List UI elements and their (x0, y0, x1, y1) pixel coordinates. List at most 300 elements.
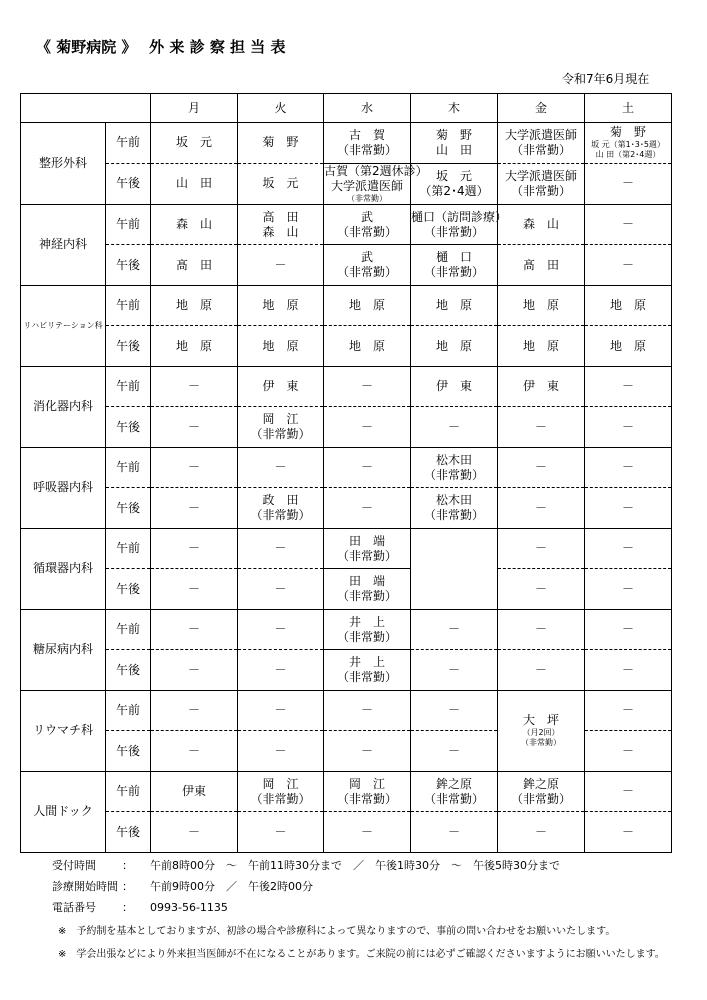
day-header: 金 (498, 94, 585, 123)
schedule-cell (324, 690, 411, 731)
schedule-cell (324, 569, 411, 610)
session-label: 午後 (106, 488, 151, 529)
schedule-cell (585, 690, 672, 731)
cell-line: 武 (360, 250, 373, 265)
reception-hours (52, 860, 560, 881)
schedule-cell (498, 528, 585, 569)
cell-line: － (360, 379, 373, 394)
session-label: 午後 (106, 731, 151, 772)
cell-line: 地 原 (522, 298, 559, 313)
schedule-cell (151, 609, 238, 650)
cell-line: （月2回） (522, 728, 560, 737)
cell-line: 田 端 (348, 574, 385, 589)
cell-line: 政 田 (262, 493, 299, 508)
schedule-cell (324, 488, 411, 529)
schedule-cell (238, 123, 324, 164)
schedule-cell (238, 731, 324, 772)
cell-line: （非常勤） (510, 791, 571, 806)
cell-line: （非常勤） (336, 791, 397, 806)
cell-line: － (447, 743, 460, 758)
schedule-cell (498, 245, 585, 286)
phone-label: 電話番号 (52, 901, 96, 914)
cell-line: 森 山 (175, 217, 212, 232)
cell-line: 大学派遣医師 (504, 168, 577, 183)
cell-line: － (187, 541, 200, 556)
cell-line: 田 端 (348, 533, 385, 548)
cell-line: － (274, 662, 287, 677)
cell-line: 山 田 (175, 176, 212, 191)
schedule-cell (411, 366, 498, 407)
schedule-cell (585, 163, 672, 204)
cell-line: （第2･4週） (419, 183, 489, 198)
schedule-cell (238, 812, 324, 853)
cell-line: － (621, 500, 634, 515)
schedule-cell (498, 285, 585, 326)
cell-line: （非常勤） (250, 427, 311, 442)
schedule-cell (585, 447, 672, 488)
cell-line: 地 原 (348, 298, 385, 313)
department-name: 人間ドック (21, 771, 106, 852)
cell-line: － (447, 662, 460, 677)
cell-line: － (621, 703, 634, 718)
cell-line: 菊 野 (262, 135, 299, 150)
corner-cell (21, 94, 151, 123)
schedule-table (20, 93, 672, 853)
cell-line: － (187, 622, 200, 637)
notes (58, 922, 665, 968)
schedule-row (21, 569, 672, 610)
schedule-row (21, 204, 672, 245)
schedule-cell (498, 366, 585, 407)
cell-line: （非常勤） (336, 224, 397, 239)
cell-line: 山 田 (435, 142, 472, 157)
cell-line: （非常勤） (336, 629, 397, 644)
schedule-cell (411, 650, 498, 691)
schedule-cell (498, 650, 585, 691)
schedule-row (21, 407, 672, 448)
schedule-cell (585, 528, 672, 569)
cell-line: － (621, 581, 634, 596)
cell-line: 菊 野 (609, 124, 646, 139)
schedule-cell (324, 812, 411, 853)
schedule-cell (411, 690, 498, 731)
cell-line: － (360, 419, 373, 434)
schedule-cell (585, 771, 672, 812)
schedule-cell (585, 366, 672, 407)
schedule-row (21, 447, 672, 488)
phone-info (52, 902, 560, 923)
cell-line: （非常勤） (510, 183, 571, 198)
cell-line: － (621, 784, 634, 799)
note-1: ※ 予約制を基本としておりますが、初診の場合や診療科によって異なりますので、事前の問い合わせをお願いいたします。 (58, 926, 616, 937)
cell-line: 山 田（第2･4週） (595, 150, 661, 160)
cell-line: 樋 口 (435, 250, 472, 265)
schedule-row (21, 812, 672, 853)
department-name: 消化器内科 (21, 366, 106, 447)
cell-line: 菊 野 (435, 127, 472, 142)
schedule-cell (498, 812, 585, 853)
schedule-cell (151, 326, 238, 367)
schedule-cell (238, 771, 324, 812)
schedule-cell (324, 528, 411, 569)
cell-line: － (447, 419, 460, 434)
cell-line: 古 賀 (348, 127, 385, 142)
schedule-row (21, 326, 672, 367)
cell-line: 地 原 (609, 338, 646, 353)
schedule-cell (238, 528, 324, 569)
schedule-cell (498, 447, 585, 488)
schedule-cell (498, 326, 585, 367)
schedule-cell (324, 407, 411, 448)
schedule-cell (238, 690, 324, 731)
schedule-cell (324, 245, 411, 286)
cell-line: 樋口（訪問診療） (411, 209, 508, 224)
cell-line: 森 山 (522, 217, 559, 232)
cell-line: － (534, 581, 547, 596)
cell-line: － (534, 500, 547, 515)
day-header: 土 (585, 94, 672, 123)
cell-line: 伊 東 (435, 379, 472, 394)
cell-line: － (274, 743, 287, 758)
cell-line: － (621, 176, 634, 191)
schedule-cell (238, 488, 324, 529)
schedule-cell (324, 609, 411, 650)
cell-line: － (187, 743, 200, 758)
day-header: 水 (324, 94, 411, 123)
schedule-row (21, 690, 672, 731)
cell-line: 鉾之原 (435, 776, 472, 791)
cell-line: 松木田 (435, 493, 472, 508)
session-label: 午後 (106, 245, 151, 286)
colon: ： (122, 859, 133, 872)
schedule-cell (498, 690, 585, 771)
cell-line: － (621, 824, 634, 839)
cell-line: 岡 江 (262, 412, 299, 427)
cell-line: 伊 東 (262, 379, 299, 394)
schedule-row (21, 366, 672, 407)
schedule-cell (585, 285, 672, 326)
cell-line: 鉾之原 (522, 776, 559, 791)
schedule-cell (324, 123, 411, 164)
schedule-cell (324, 204, 411, 245)
cell-line: － (621, 460, 634, 475)
session-label: 午後 (106, 569, 151, 610)
schedule-cell (411, 488, 498, 529)
schedule-cell (151, 447, 238, 488)
cell-line: 地 原 (348, 338, 385, 353)
cell-line: － (187, 379, 200, 394)
schedule-cell (324, 650, 411, 691)
schedule-cell (498, 163, 585, 204)
session-label: 午前 (106, 690, 151, 731)
schedule-cell (411, 123, 498, 164)
session-label: 午後 (106, 326, 151, 367)
schedule-cell (151, 407, 238, 448)
schedule-cell (238, 650, 324, 691)
cell-line: 大学派遣医師 (504, 127, 577, 142)
cell-line: － (274, 541, 287, 556)
cell-line: － (534, 622, 547, 637)
schedule-cell (151, 731, 238, 772)
schedule-cell (498, 204, 585, 245)
schedule-cell (151, 285, 238, 326)
day-header: 月 (151, 94, 238, 123)
start-label: 診療開始時間 (52, 880, 118, 893)
schedule-cell (151, 366, 238, 407)
schedule-cell (498, 407, 585, 448)
cell-line: （非常勤） (521, 738, 561, 748)
cell-line: 伊 東 (522, 379, 559, 394)
cell-line: （非常勤） (336, 142, 397, 157)
schedule-cell (238, 163, 324, 204)
cell-line: － (274, 703, 287, 718)
schedule-row (21, 650, 672, 691)
schedule-cell (324, 326, 411, 367)
cell-line: 井 上 (348, 655, 385, 670)
header-row (21, 94, 672, 123)
cell-line: － (360, 824, 373, 839)
cell-line: 松木田 (435, 452, 472, 467)
session-label: 午前 (106, 609, 151, 650)
schedule-cell (585, 204, 672, 245)
cell-line: － (274, 460, 287, 475)
schedule-cell (238, 447, 324, 488)
reception-label: 受付時間 (52, 859, 96, 872)
as-of-date: 令和7年6月現在 (562, 72, 650, 86)
cell-line: （非常勤） (250, 508, 311, 523)
cell-line: 髙 田 (522, 257, 559, 272)
schedule-cell (151, 488, 238, 529)
cell-line: （非常勤） (423, 224, 484, 239)
schedule-cell (585, 326, 672, 367)
schedule-cell (238, 204, 324, 245)
day-header: 火 (238, 94, 324, 123)
cell-line: － (187, 419, 200, 434)
schedule-cell (411, 731, 498, 772)
department-name: リウマチ科 (21, 690, 106, 771)
schedule-cell (411, 447, 498, 488)
cell-line: 坂 元 (175, 135, 212, 150)
session-label: 午後 (106, 650, 151, 691)
cell-line: － (274, 622, 287, 637)
cell-line: （非常勤） (510, 142, 571, 157)
cell-line: 伊東 (181, 784, 206, 799)
cell-line: － (534, 662, 547, 677)
colon: ： (122, 901, 133, 914)
schedule-cell (411, 609, 498, 650)
cell-line: （非常勤） (423, 791, 484, 806)
session-label: 午前 (106, 204, 151, 245)
cell-line: 地 原 (262, 338, 299, 353)
cell-line: － (187, 824, 200, 839)
cell-line: （非常勤） (423, 508, 484, 523)
schedule-cell (498, 123, 585, 164)
session-label: 午前 (106, 123, 151, 164)
schedule-cell (585, 569, 672, 610)
cell-line: 大 坪 (522, 713, 559, 727)
cell-line: － (534, 824, 547, 839)
schedule-cell (585, 488, 672, 529)
schedule-cell (324, 771, 411, 812)
schedule-row (21, 123, 672, 164)
schedule-cell (498, 569, 585, 610)
schedule-cell (238, 407, 324, 448)
note-2: ※ 学会出張などにより外来担当医師が不在になることがあります。ご来院の前には必ずご確認くださいますようにお願いいたします。 (58, 949, 665, 960)
schedule-cell (324, 366, 411, 407)
department-name: 循環器内科 (21, 528, 106, 609)
cell-line: － (274, 581, 287, 596)
schedule-cell (238, 245, 324, 286)
cell-line: － (621, 379, 634, 394)
cell-line: － (621, 541, 634, 556)
schedule-cell (151, 690, 238, 731)
session-label: 午後 (106, 407, 151, 448)
department-name: リハビリテーション科 (21, 285, 106, 366)
cell-line: 地 原 (435, 298, 472, 313)
cell-line: （非常勤） (336, 670, 397, 685)
cell-line: （非常勤） (347, 193, 387, 203)
schedule-cell (411, 285, 498, 326)
session-label: 午後 (106, 163, 151, 204)
schedule-cell (151, 650, 238, 691)
cell-line: － (187, 662, 200, 677)
schedule-cell (411, 812, 498, 853)
schedule-row (21, 163, 672, 204)
department-name: 呼吸器内科 (21, 447, 106, 528)
department-name: 整形外科 (21, 123, 106, 205)
cell-line: 岡 江 (262, 776, 299, 791)
schedule-cell (498, 771, 585, 812)
cell-line: 武 (360, 209, 373, 224)
session-label: 午前 (106, 528, 151, 569)
reception-value: 午前8時00分 ～ 午前11時30分まで ／ 午後1時30分 ～ 午後5時30分まで (150, 859, 560, 872)
schedule-row (21, 771, 672, 812)
schedule-cell (324, 285, 411, 326)
cell-line: － (447, 824, 460, 839)
cell-line: 森 山 (262, 224, 299, 239)
cell-line: （非常勤） (423, 265, 484, 280)
cell-line: 地 原 (435, 338, 472, 353)
cell-line: 井 上 (348, 614, 385, 629)
cell-line: － (621, 419, 634, 434)
start-hours (52, 881, 560, 902)
cell-line: （非常勤） (336, 589, 397, 604)
cell-line: － (534, 541, 547, 556)
start-value: 午前9時00分 ／ 午後2時00分 (150, 880, 313, 893)
schedule-row (21, 245, 672, 286)
session-label: 午前 (106, 771, 151, 812)
cell-line: － (274, 824, 287, 839)
cell-line: 坂 元 (435, 168, 472, 183)
schedule-cell (498, 609, 585, 650)
cell-line: 大学派遣医師 (330, 178, 403, 193)
cell-line: 地 原 (262, 298, 299, 313)
schedule-cell (411, 528, 498, 609)
footer-info (52, 860, 560, 923)
schedule-cell (585, 812, 672, 853)
schedule-cell (151, 528, 238, 569)
schedule-cell (585, 123, 672, 164)
cell-line: － (360, 460, 373, 475)
day-header: 木 (411, 94, 498, 123)
session-label: 午前 (106, 285, 151, 326)
schedule-row (21, 488, 672, 529)
schedule-cell (151, 771, 238, 812)
cell-line: － (621, 622, 634, 637)
cell-line: 坂 元 (262, 176, 299, 191)
cell-line: 地 原 (609, 298, 646, 313)
cell-line: （非常勤） (336, 548, 397, 563)
cell-line: － (621, 217, 634, 232)
schedule-cell (151, 569, 238, 610)
cell-line: － (187, 500, 200, 515)
cell-line: － (621, 662, 634, 677)
session-label: 午前 (106, 366, 151, 407)
schedule-cell (324, 731, 411, 772)
schedule-cell (585, 609, 672, 650)
schedule-cell (151, 812, 238, 853)
cell-line: － (187, 460, 200, 475)
cell-line: （非常勤） (250, 791, 311, 806)
colon: ： (122, 880, 133, 893)
schedule-row (21, 609, 672, 650)
schedule-cell (238, 326, 324, 367)
cell-line: － (360, 500, 373, 515)
department-name: 糖尿病内科 (21, 609, 106, 690)
schedule-cell (238, 609, 324, 650)
schedule-cell (238, 366, 324, 407)
cell-line: 地 原 (522, 338, 559, 353)
cell-line: － (360, 743, 373, 758)
schedule-row (21, 528, 672, 569)
cell-line: 地 原 (175, 298, 212, 313)
schedule-cell (585, 245, 672, 286)
cell-line: － (187, 703, 200, 718)
schedule-cell (411, 204, 508, 245)
schedule-cell (151, 245, 238, 286)
schedule-cell (151, 163, 238, 204)
cell-line: － (621, 743, 634, 758)
schedule-cell (585, 407, 672, 448)
cell-line: 坂 元（第1･3･5週） (591, 139, 665, 149)
schedule-cell (411, 326, 498, 367)
cell-line: 地 原 (175, 338, 212, 353)
session-label: 午後 (106, 812, 151, 853)
schedule-cell (324, 163, 428, 204)
schedule-row (21, 285, 672, 326)
cell-line: － (360, 703, 373, 718)
cell-line: 古賀（第2週休診） (324, 163, 428, 178)
department-name: 神経内科 (21, 204, 106, 285)
session-label: 午前 (106, 447, 151, 488)
schedule-cell (151, 123, 238, 164)
cell-line: 髙 田 (175, 257, 212, 272)
schedule-cell (238, 285, 324, 326)
page-title: 《 菊野病院 》 外 来 診 察 担 当 表 (36, 38, 286, 56)
schedule-cell (151, 204, 238, 245)
schedule-cell (238, 569, 324, 610)
cell-line: （非常勤） (423, 467, 484, 482)
cell-line: （非常勤） (336, 265, 397, 280)
cell-line: 岡 江 (348, 776, 385, 791)
cell-line: － (621, 257, 634, 272)
cell-line: － (534, 460, 547, 475)
schedule-cell (411, 245, 498, 286)
cell-line: － (274, 257, 287, 272)
cell-line: － (447, 703, 460, 718)
schedule-cell (411, 771, 498, 812)
phone-value: 0993-56-1135 (150, 901, 228, 914)
